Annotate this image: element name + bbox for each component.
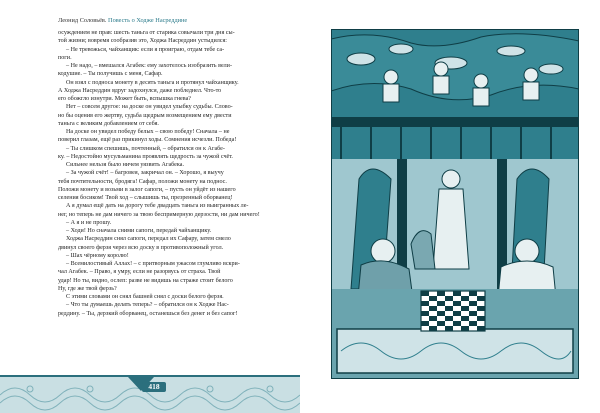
text-line: – Не надо, – вмешался Агабек: ему захотелось изобразить вели- [66,63,232,69]
text-line: – А я и не прошу. [66,219,112,226]
text-line: Положи монету и возьми в залог сапоги, – пусть он уйдёт из нашего [58,186,236,193]
text-line: ку. – Недостойно мусульманина проявлять щедрость за чужой счёт. [58,153,233,160]
text-line: – За чужой счёт! – багровея, закричал он. – Хорошо, я выучу [66,170,224,177]
text-line: Ну, где же твой ферзь? [58,285,117,292]
text-line: реддину. – Ты, дерзкий оборванец, останешься без денег и без сапог! [58,310,238,317]
text-line: но бы оценив его жертву, судьба щедрым возмещением ему двести [58,112,232,119]
text-line: А Ходжа Насреддин вдруг задохнулся, даже побледнел. Что-то [58,87,222,94]
text-line: нег, но теперь не дам ничего за твою беспримерную дерзости, ни дам ничего! [58,211,260,218]
text-line: кодушие. – Ты получишь с меня, Сафар. [58,71,163,78]
text-line: его обожгло изнутри. Может быть, вспышка гнева? [58,96,191,102]
text-line: двинул своего ферзя через всю доску в противоположный угол. [58,244,224,251]
text-line: осуждением не прав: шесть таньга от старика совычали три дня сы- [58,30,235,36]
text-line: – Ты слишком спешишь, почтенный, – обратился он к Агабе- [66,145,225,152]
text-line: селения босиком! Твой ход – слышишь ты, презренный оборванец! [58,195,233,201]
body-text [58,29,298,318]
text-line: Нет – совсем другое: на доске он увидел улыбку судьбы. Слово- [66,104,233,111]
text-line: Он взял с подноса монету в десять таньга и протянул чайханщику. [66,79,239,86]
illustration-art [331,29,579,379]
text-line: поги. [58,54,72,61]
text-line: С этими словами он снял башней снял с доски белого ферзя. [66,294,224,300]
text-line: Ходжа Насреддин снял сапоги, передал их Сафару, затем смело [66,236,231,243]
text-line: А я думал ещё дать на дорогу тебе двадцать таньга из выигранных ле- [66,203,249,210]
header-author: Леонид Соловьёв. [58,17,107,24]
text-line: тебя почтительности, бродяга! Сафар, положи монету на поднос. [58,178,227,185]
page-ornament [0,375,300,413]
text-line: На доске он увидел победу белых – свою победу! Сначала – не [66,129,230,135]
right-page [300,0,600,411]
page-number: 418 [142,382,166,392]
left-page [0,0,300,411]
text-line: удар! Но ты, видно, ослеп: разве не видишь на страже стоит белого [58,277,233,284]
text-line: поверил глазам, ещё раз прикинул ходы. Сомнения исчезли. Победа! [58,137,237,144]
text-line: таньга с великим добавлением от себя. [58,120,159,127]
text-line: – Не тревожься, чайханщик: если я проиграю, отдам тебе са- [66,46,225,53]
text-line: той жизни; вовремя сообразив это, Ходжа Насреддин устыдился: [58,38,228,45]
text-line: Сильнее нельзя было ничем уязвить Агабека. [66,162,184,168]
chess-illustration [331,29,579,379]
text-line: – Что ты думаешь делать теперь? – обратился он к Ходже Нас- [66,302,229,309]
header-title: Повесть о Ходже Насреддине [108,17,188,24]
text-line: – Ходи! Но сначала сними сапоги, передай чайханщику. [66,228,212,234]
running-header [58,17,298,24]
text-line: – Шах чёрному королю! [66,252,129,259]
text-line: чал Агабек. – Право, я умру, если не разорвусь от страха. Твой [58,269,221,276]
text-line: – Всемилостивый Аллах! – с притворным ужасом глумливо вскри- [66,261,240,267]
